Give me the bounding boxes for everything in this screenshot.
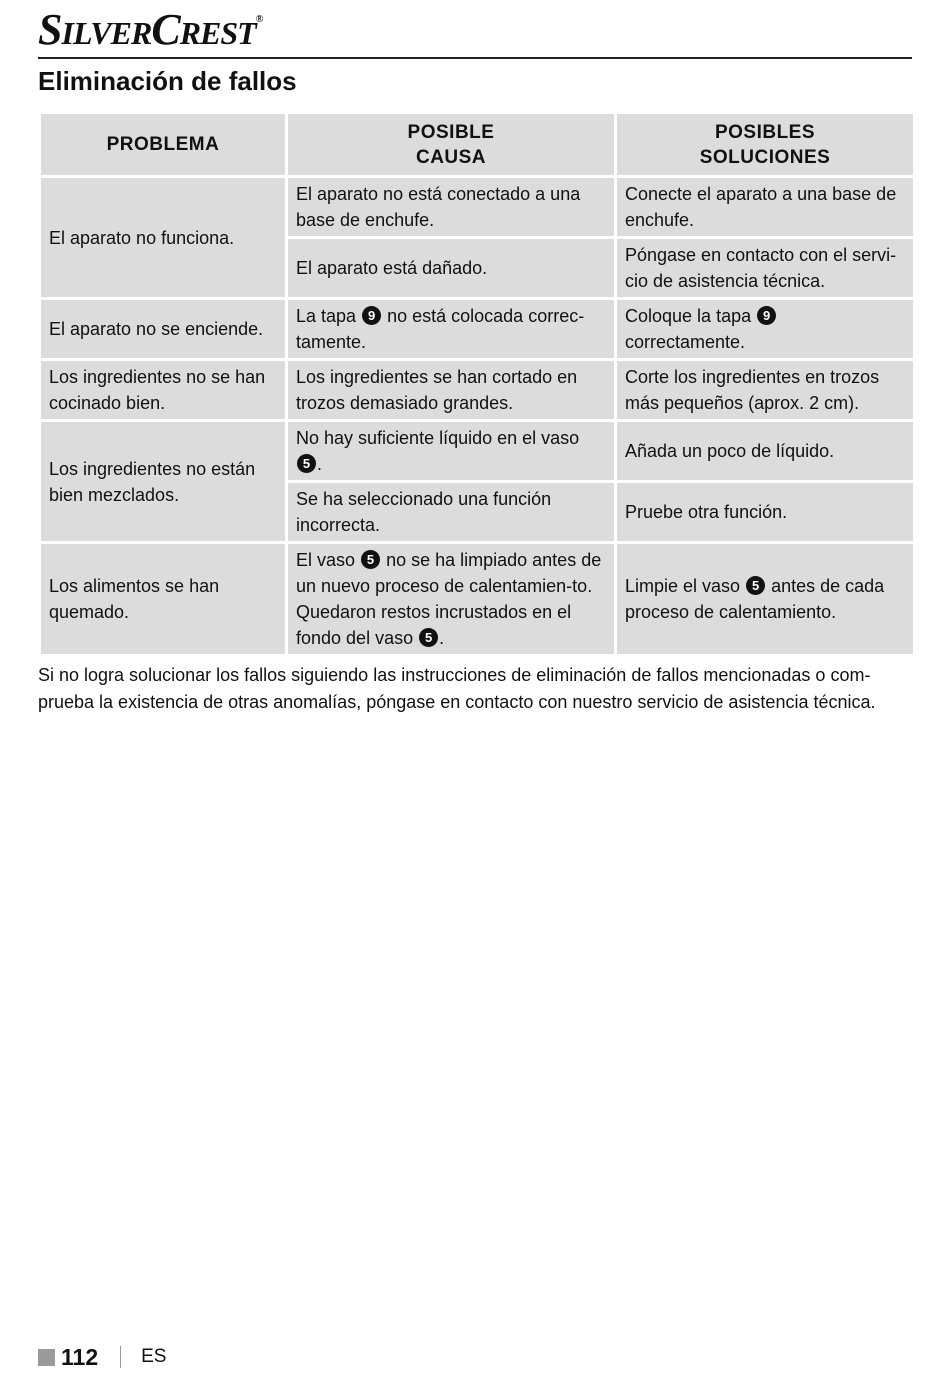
footer-divider xyxy=(120,1346,121,1368)
problem-cell: Los ingredientes no están bien mezclados. xyxy=(41,422,285,541)
problem-cell: Los alimentos se han quemado. xyxy=(41,544,285,654)
solution-cell: Limpie el vaso 5 antes de cada proceso de calentamiento. xyxy=(617,544,913,654)
solution-cell: Conecte el aparato a una base de enchufe. xyxy=(617,178,913,236)
part-number-5-icon: 5 xyxy=(297,454,316,473)
cause-cell: El aparato está dañado. xyxy=(288,239,614,297)
table-row xyxy=(41,544,913,654)
part-number-5-icon: 5 xyxy=(746,576,765,595)
cause-cell: La tapa 9 no está colocada correc-tamente. xyxy=(288,300,614,358)
solution-cell: Coloque la tapa 9 correctamente. xyxy=(617,300,913,358)
header-posible-causa: POSIBLE CAUSA xyxy=(288,114,614,175)
problem-cell: Los ingredientes no se han cocinado bien. xyxy=(41,361,285,419)
header-posibles-soluciones: POSIBLES SOLUCIONES xyxy=(617,114,913,175)
part-number-9-icon: 9 xyxy=(757,306,776,325)
troubleshooting-table xyxy=(38,111,916,657)
silvercrest-logo: SILVERCREST® xyxy=(38,5,263,54)
table-row xyxy=(41,300,913,358)
solution-cell: Pruebe otra función. xyxy=(617,483,913,541)
header-problema: PROBLEMA xyxy=(41,114,285,175)
cause-cell: El vaso 5 no se ha limpiado antes de un nuevo proceso de calentamien-to. Quedaron restos incrustados en el fondo del vaso 5 . xyxy=(288,544,614,654)
table-row xyxy=(41,422,913,480)
support-note: Si no logra solucionar los fallos siguiendo las instrucciones de eliminación de fallos mencionadas o com-prueba la existencia de otras anomalías, póngase en contacto con nuestro servicio de asistencia técnica. xyxy=(38,665,876,712)
page-number: 112 xyxy=(61,1343,99,1370)
cause-cell: No hay suficiente líquido en el vaso 5 . xyxy=(288,422,614,480)
table-header-row xyxy=(41,114,913,175)
problem-cell: El aparato no funciona. xyxy=(41,178,285,297)
header-rule xyxy=(38,57,912,59)
part-number-9-icon: 9 xyxy=(362,306,381,325)
language-code: ES xyxy=(141,1346,167,1367)
solution-cell: Póngase en contacto con el servi-cio de asistencia técnica. xyxy=(617,239,913,297)
cause-cell: Se ha seleccionado una función incorrecta. xyxy=(288,483,614,541)
page-footer xyxy=(38,1342,166,1372)
solution-cell: Añada un poco de líquido. xyxy=(617,422,913,480)
footer-square-icon xyxy=(38,1349,55,1366)
section-title: Eliminación de fallos xyxy=(38,66,297,96)
table-row xyxy=(41,178,913,236)
cause-cell: Los ingredientes se han cortado en trozos demasiado grandes. xyxy=(288,361,614,419)
cause-cell: El aparato no está conectado a una base de enchufe. xyxy=(288,178,614,236)
part-number-5-icon: 5 xyxy=(361,550,380,569)
part-number-5-icon: 5 xyxy=(419,628,438,647)
table-row xyxy=(41,361,913,419)
solution-cell: Corte los ingredientes en trozos más pequeños (aprox. 2 cm). xyxy=(617,361,913,419)
problem-cell: El aparato no se enciende. xyxy=(41,300,285,358)
